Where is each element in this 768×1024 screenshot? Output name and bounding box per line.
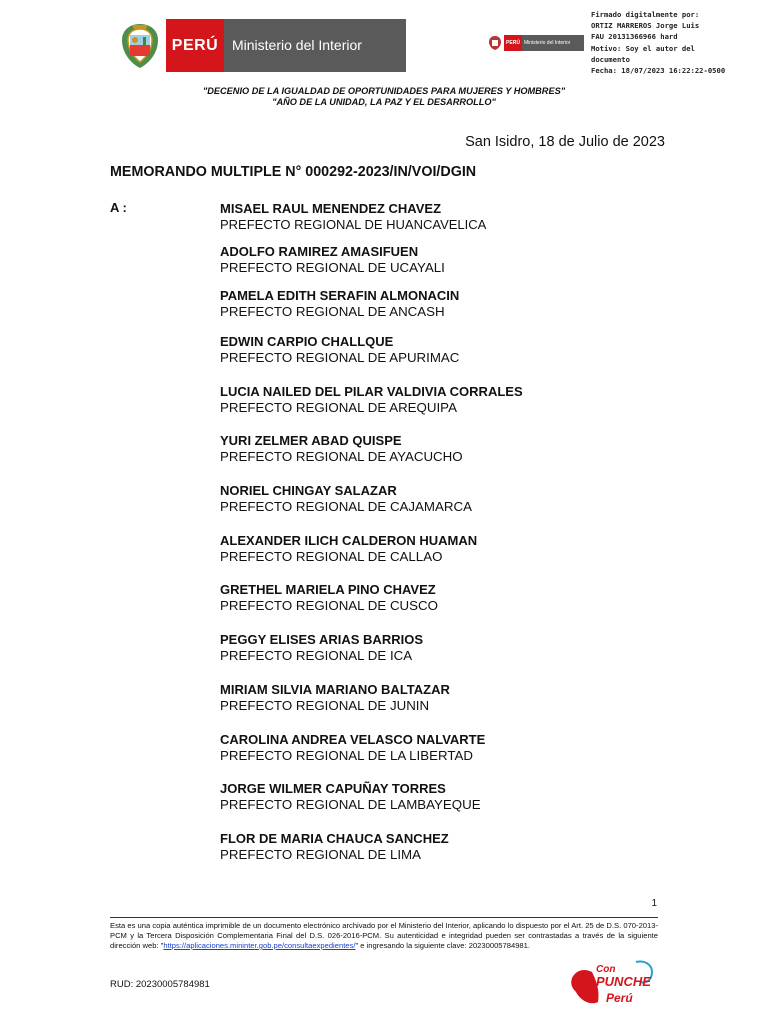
- recipient-name: ADOLFO RAMIREZ AMASIFUEN: [220, 244, 419, 259]
- signature-mini-logo: [488, 33, 584, 53]
- recipient-name: CAROLINA ANDREA VELASCO NALVARTE: [220, 732, 486, 747]
- recipient-item: [220, 334, 459, 366]
- recipient-role: PREFECTO REGIONAL DE JUNIN: [220, 698, 430, 713]
- memo-title: MEMORANDO MULTIPLE N° 000292-2023/IN/VOI/DGIN: [110, 164, 477, 180]
- recipient-role: PREFECTO REGIONAL DE CUSCO: [220, 598, 438, 613]
- ministry-brand-block: Ministerio del Interior: [224, 19, 406, 72]
- rud-code: RUD: 20230005784981: [110, 979, 210, 990]
- campaign-con: Con: [596, 964, 616, 975]
- recipient-name: JORGE WILMER CAPUÑAY TORRES: [220, 781, 446, 796]
- recipient-item: [220, 483, 472, 515]
- footer-text-before: Esta es una copia auténtica imprimible de un documento electrónico archivado por el Ministerio del Interior, aplicando lo dispuesto por el Art. 25 de D.S. 070-2013-PCM y la Tercera Disposición Complementaria Final del D.S. 026-2016-PCM. Su autenticidad e integridad pueden ser contrastadas a través de la siguiente dirección web: ": [110, 921, 658, 950]
- recipient-name: FLOR DE MARIA CHAUCA SANCHEZ: [220, 831, 449, 846]
- recipient-item: [220, 732, 485, 764]
- mini-crest-icon: [488, 35, 502, 51]
- recipient-name: MISAEL RAUL MENENDEZ CHAVEZ: [220, 201, 442, 216]
- peru-brand-block: PERÚ: [166, 19, 224, 72]
- recipient-item: [220, 781, 481, 813]
- footer-text-after: " e ingresando la siguiente clave: 20230005784981.: [355, 941, 530, 950]
- to-label: A :: [110, 200, 127, 215]
- recipient-item: [220, 632, 423, 664]
- recipient-item: [220, 682, 450, 714]
- footer-authenticity-note: [110, 921, 658, 951]
- recipient-role: PREFECTO REGIONAL DE ICA: [220, 648, 413, 663]
- footer-divider: [110, 917, 658, 918]
- recipient-name: PEGGY ELISES ARIAS BARRIOS: [220, 632, 423, 647]
- recipient-name: NORIEL CHINGAY SALAZAR: [220, 483, 397, 498]
- signature-line: Motivo: Soy el autor del: [591, 43, 695, 53]
- signature-line: documento: [591, 54, 630, 64]
- mini-peru-block: PERÚ: [504, 35, 522, 51]
- page-number: 1: [651, 898, 657, 909]
- recipient-name: GRETHEL MARIELA PINO CHAVEZ: [220, 582, 436, 597]
- recipient-name: EDWIN CARPIO CHALLQUE: [220, 334, 394, 349]
- recipient-role: PREFECTO REGIONAL DE UCAYALI: [220, 260, 445, 275]
- recipient-item: [220, 244, 445, 276]
- recipient-role: PREFECTO REGIONAL DE ANCASH: [220, 304, 445, 319]
- signature-line: Firmado digitalmente por:: [591, 10, 700, 19]
- campaign-punche: PUNCHE: [596, 974, 651, 989]
- recipient-item: [220, 582, 438, 614]
- verification-link[interactable]: https://aplicaciones.mininter.gob.pe/consultaexpedientes/: [163, 941, 356, 950]
- document-date: San Isidro, 18 de Julio de 2023: [465, 134, 665, 150]
- recipient-role: PREFECTO REGIONAL DE APURIMAC: [220, 350, 460, 365]
- recipient-item: [220, 288, 459, 320]
- recipient-item: [220, 533, 477, 565]
- signature-line: Fecha: 18/07/2023 16:22:22-0500: [591, 66, 726, 76]
- recipient-name: ALEXANDER ILICH CALDERON HUAMAN: [220, 533, 478, 548]
- signature-line: FAU 20131366966 hard: [591, 32, 678, 42]
- recipient-role: PREFECTO REGIONAL DE LA LIBERTAD: [220, 748, 473, 763]
- recipient-role: PREFECTO REGIONAL DE HUANCAVELICA: [220, 217, 487, 232]
- recipient-role: PREFECTO REGIONAL DE CAJAMARCA: [220, 499, 472, 514]
- recipient-name: PAMELA EDITH SERAFIN ALMONACIN: [220, 288, 460, 303]
- recipient-name: YURI ZELMER ABAD QUISPE: [220, 433, 402, 448]
- digital-signature-text: [591, 9, 761, 76]
- recipient-item: [220, 201, 486, 233]
- recipient-role: PREFECTO REGIONAL DE AREQUIPA: [220, 400, 457, 415]
- recipient-name: MIRIAM SILVIA MARIANO BALTAZAR: [220, 682, 450, 697]
- recipient-item: [220, 384, 523, 416]
- recipient-name: LUCIA NAILED DEL PILAR VALDIVIA CORRALES: [220, 384, 523, 399]
- year-name-line: "AÑO DE LA UNIDAD, LA PAZ Y EL DESARROLLO": [272, 97, 496, 107]
- recipient-item: [220, 433, 463, 465]
- recipient-role: PREFECTO REGIONAL DE CALLAO: [220, 549, 443, 564]
- recipient-role: PREFECTO REGIONAL DE LIMA: [220, 847, 421, 862]
- campaign-peru: Perú: [606, 991, 633, 1005]
- recipient-role: PREFECTO REGIONAL DE AYACUCHO: [220, 449, 463, 464]
- recipient-item: [220, 831, 449, 863]
- peru-coat-of-arms-icon: [118, 22, 162, 70]
- con-punche-peru-logo: [566, 956, 658, 1010]
- recipient-role: PREFECTO REGIONAL DE LAMBAYEQUE: [220, 797, 481, 812]
- decenio-line: "DECENIO DE LA IGUALDAD DE OPORTUNIDADES PARA MUJERES Y HOMBRES": [202, 86, 566, 96]
- mini-ministry-block: Ministerio del Interior: [522, 35, 584, 51]
- signature-line: ORTIZ MARREROS Jorge Luis: [591, 21, 700, 31]
